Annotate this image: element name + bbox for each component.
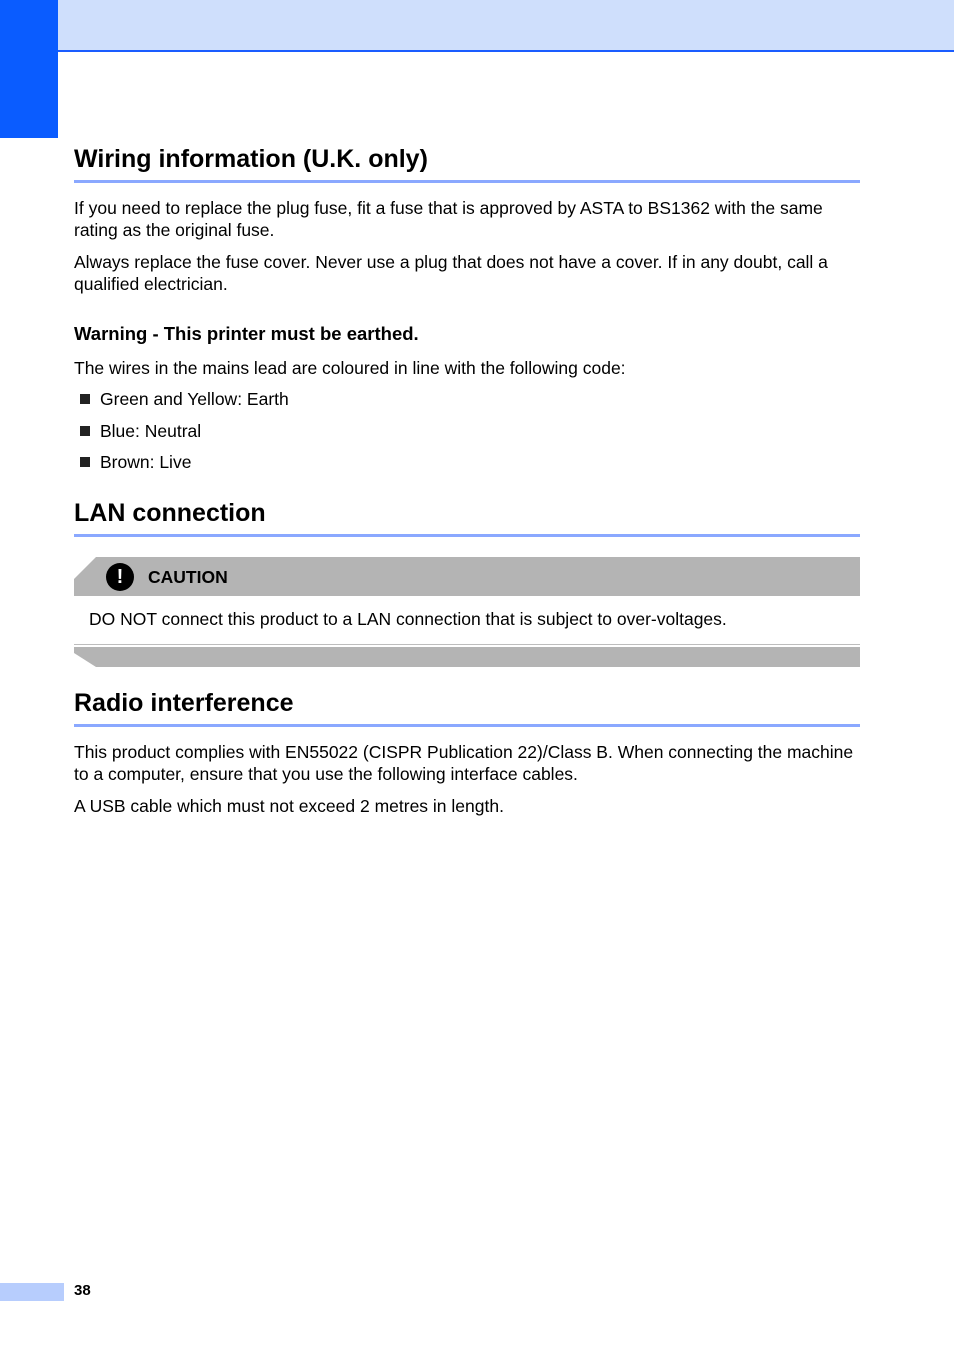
lan-section-title: LAN connection: [74, 498, 860, 537]
radio-paragraph-usb: A USB cable which must not exceed 2 metres in length.: [74, 796, 504, 816]
wiring-paragraph-cover: Always replace the fuse cover. Never use a plug that does not have a cover. If in any doubt, call a qualified electrician.: [74, 252, 828, 294]
square-bullet-icon: [80, 394, 90, 404]
chapter-tab: [0, 0, 58, 138]
caution-footer-bar: [74, 647, 860, 667]
list-item: [80, 388, 289, 420]
page-number: 38: [74, 1282, 91, 1299]
wire-earth-label: Green and Yellow: Earth: [100, 389, 289, 409]
page-number-band: [0, 1283, 64, 1301]
exclamation-icon: !: [106, 563, 134, 591]
caution-box: [74, 557, 860, 667]
caution-label: CAUTION: [148, 567, 228, 587]
square-bullet-icon: [80, 426, 90, 436]
header-band: [0, 0, 954, 52]
wiring-section-title: Wiring information (U.K. only): [74, 144, 860, 183]
list-item: [80, 420, 289, 452]
caution-divider: [74, 644, 860, 645]
wire-neutral-label: Blue: Neutral: [100, 420, 202, 441]
square-bullet-icon: [80, 457, 90, 467]
wiring-paragraph-fuse: If you need to replace the plug fuse, fit a fuse that is approved by ASTA to BS1362 with the same rating as the original fuse.: [74, 198, 823, 240]
radio-section-title: Radio interference: [74, 688, 860, 727]
wire-colour-list: [80, 388, 289, 483]
caution-text: DO NOT connect this product to a LAN connection that is subject to over-voltages.: [89, 609, 727, 629]
earth-warning-heading: Warning - This printer must be earthed.: [74, 323, 419, 344]
wire-code-intro: The wires in the mains lead are coloured in line with the following code:: [74, 358, 626, 378]
wire-live-label: Brown: Live: [100, 452, 192, 472]
list-item: [80, 451, 289, 483]
radio-paragraph-compliance: This product complies with EN55022 (CISPR Publication 22)/Class B. When connecting the machine to a computer, ensure that you use the following interface cables.: [74, 742, 854, 784]
